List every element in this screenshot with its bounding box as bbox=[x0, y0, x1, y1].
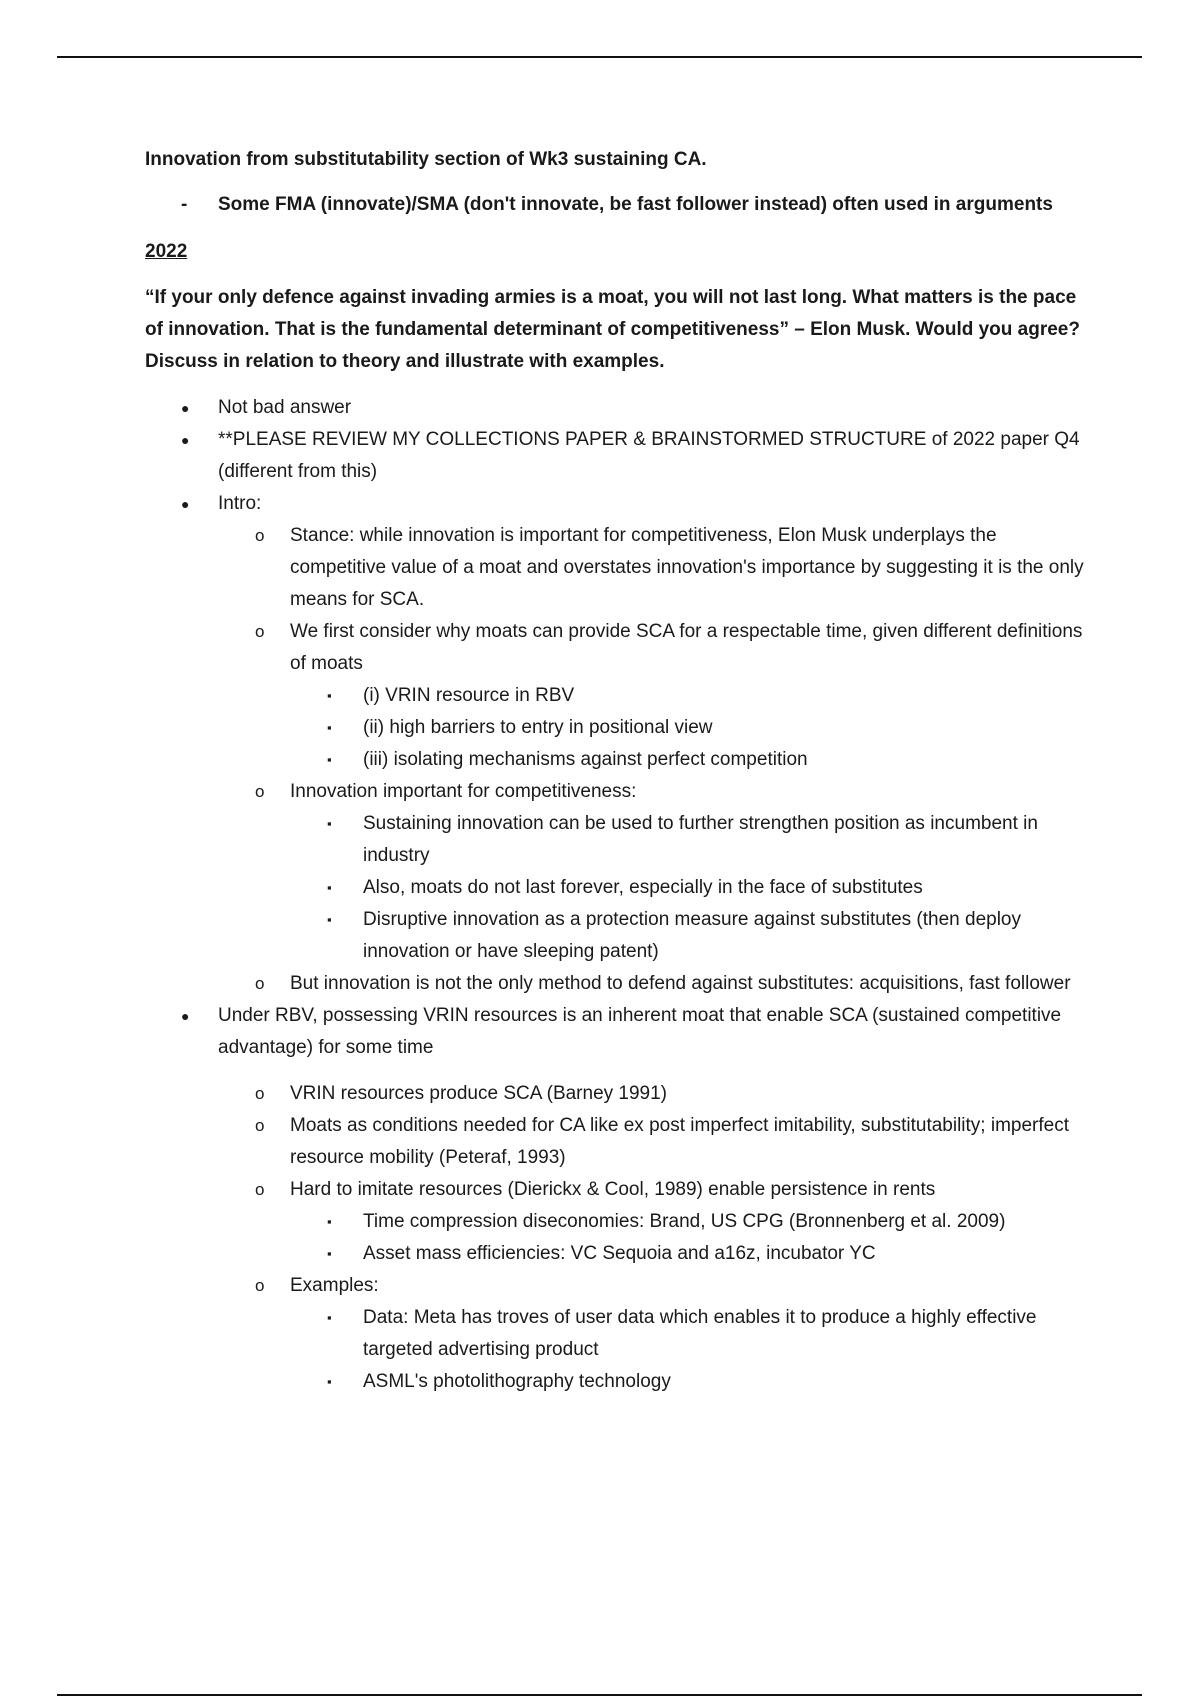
list-item-text: Hard to imitate resources (Dierickx & Cool, 1989) enable persistence in rents bbox=[290, 1179, 936, 1200]
circle-marker: o bbox=[255, 526, 265, 545]
footer-rule bbox=[57, 1694, 1142, 1696]
list-item-text: (iii) isolating mechanisms against perfect competition bbox=[363, 749, 808, 770]
list-item bbox=[145, 872, 1090, 904]
bullet-marker: ● bbox=[181, 496, 190, 512]
list-item bbox=[145, 680, 1090, 712]
bullet-marker: ● bbox=[181, 432, 190, 448]
list-item bbox=[145, 1174, 1090, 1206]
list-item bbox=[145, 776, 1090, 808]
list-item-text: Time compression diseconomies: Brand, US CPG (Bronnenberg et al. 2009) bbox=[363, 1211, 1006, 1232]
list-item-text: Not bad answer bbox=[218, 397, 352, 418]
list-item bbox=[145, 808, 1090, 872]
circle-marker: o bbox=[255, 1276, 265, 1295]
square-marker: ▪ bbox=[327, 912, 332, 927]
dash-marker: - bbox=[181, 194, 188, 215]
dash-list-item bbox=[145, 190, 1090, 220]
list-item bbox=[145, 1238, 1090, 1270]
bullet-marker: ● bbox=[181, 1008, 190, 1024]
list-item-text: VRIN resources produce SCA (Barney 1991) bbox=[290, 1083, 668, 1104]
exam-question: “If your only defence against invading armies is a moat, you will not last long. What matters is the pace of innovation. That is the fundamental determinant of competitiveness” – Elon Musk. Would you agree? Discuss in relation to theory and illustrate with examples. bbox=[145, 287, 1080, 372]
list-item-text: **PLEASE REVIEW MY COLLECTIONS PAPER & BRAINSTORMED STRUCTURE of 2022 paper Q4 (different from this) bbox=[218, 429, 1080, 482]
list-item-text: Innovation important for competitiveness: bbox=[290, 781, 637, 802]
square-marker: ▪ bbox=[327, 880, 332, 895]
answer-outline bbox=[145, 392, 1090, 1398]
list-item-text: Disruptive innovation as a protection measure against substitutes (then deploy innovation or have sleeping patent) bbox=[363, 909, 1021, 962]
bullet-marker: ● bbox=[181, 400, 190, 416]
list-item bbox=[145, 424, 1090, 488]
list-item bbox=[145, 1110, 1090, 1174]
list-item-text: Asset mass efficiencies: VC Sequoia and a16z, incubator YC bbox=[363, 1243, 876, 1264]
circle-marker: o bbox=[255, 622, 265, 641]
list-item bbox=[145, 488, 1090, 520]
list-item-text: ASML's photolithography technology bbox=[363, 1371, 671, 1392]
document-body bbox=[145, 145, 1090, 1398]
list-item bbox=[145, 1366, 1090, 1398]
square-marker: ▪ bbox=[327, 1214, 332, 1229]
section-heading: Innovation from substitutability section of Wk3 sustaining CA. bbox=[145, 149, 707, 170]
square-marker: ▪ bbox=[327, 1246, 332, 1261]
dash-item-text: Some FMA (innovate)/SMA (don't innovate, be fast follower instead) often used in arguments bbox=[218, 194, 1053, 215]
year-heading: 2022 bbox=[145, 241, 188, 262]
circle-marker: o bbox=[255, 782, 265, 801]
list-item bbox=[145, 616, 1090, 680]
header-rule bbox=[57, 56, 1142, 58]
square-marker: ▪ bbox=[327, 720, 332, 735]
square-marker: ▪ bbox=[327, 816, 332, 831]
circle-marker: o bbox=[255, 974, 265, 993]
list-item bbox=[145, 520, 1090, 616]
square-marker: ▪ bbox=[327, 688, 332, 703]
square-marker: ▪ bbox=[327, 1310, 332, 1325]
list-item bbox=[145, 712, 1090, 744]
list-item bbox=[145, 1302, 1090, 1366]
circle-marker: o bbox=[255, 1180, 265, 1199]
list-item-text: (i) VRIN resource in RBV bbox=[363, 685, 575, 706]
list-item bbox=[145, 968, 1090, 1000]
list-item-text: But innovation is not the only method to defend against substitutes: acquisitions, fast follower bbox=[290, 973, 1071, 994]
list-item-text: (ii) high barriers to entry in positional view bbox=[363, 717, 713, 738]
list-item-text: Intro: bbox=[218, 493, 262, 514]
list-item-text: Examples: bbox=[290, 1275, 379, 1296]
square-marker: ▪ bbox=[327, 752, 332, 767]
list-item-text: Sustaining innovation can be used to further strengthen position as incumbent in industry bbox=[363, 813, 1038, 866]
list-item-text: We first consider why moats can provide SCA for a respectable time, given different definitions of moats bbox=[290, 621, 1083, 674]
circle-marker: o bbox=[255, 1084, 265, 1103]
list-item-text: Moats as conditions needed for CA like ex post imperfect imitability, substitutability; imperfect resource mobility (Peteraf, 1993) bbox=[290, 1115, 1069, 1168]
list-item-text: Data: Meta has troves of user data which enables it to produce a highly effective targeted advertising product bbox=[363, 1307, 1037, 1360]
circle-marker: o bbox=[255, 1116, 265, 1135]
list-item bbox=[145, 1000, 1090, 1064]
list-item bbox=[145, 1078, 1090, 1110]
list-item-text: Also, moats do not last forever, especially in the face of substitutes bbox=[363, 877, 923, 898]
square-marker: ▪ bbox=[327, 1374, 332, 1389]
list-item bbox=[145, 1270, 1090, 1302]
list-item bbox=[145, 904, 1090, 968]
list-item bbox=[145, 392, 1090, 424]
list-item-text: Under RBV, possessing VRIN resources is an inherent moat that enable SCA (sustained competitive advantage) for some time bbox=[218, 1005, 1062, 1058]
list-item bbox=[145, 1206, 1090, 1238]
list-item-text: Stance: while innovation is important for competitiveness, Elon Musk underplays the competitive value of a moat and overstates innovation's importance by suggesting it is the only means for SCA. bbox=[290, 525, 1084, 610]
list-item bbox=[145, 744, 1090, 776]
